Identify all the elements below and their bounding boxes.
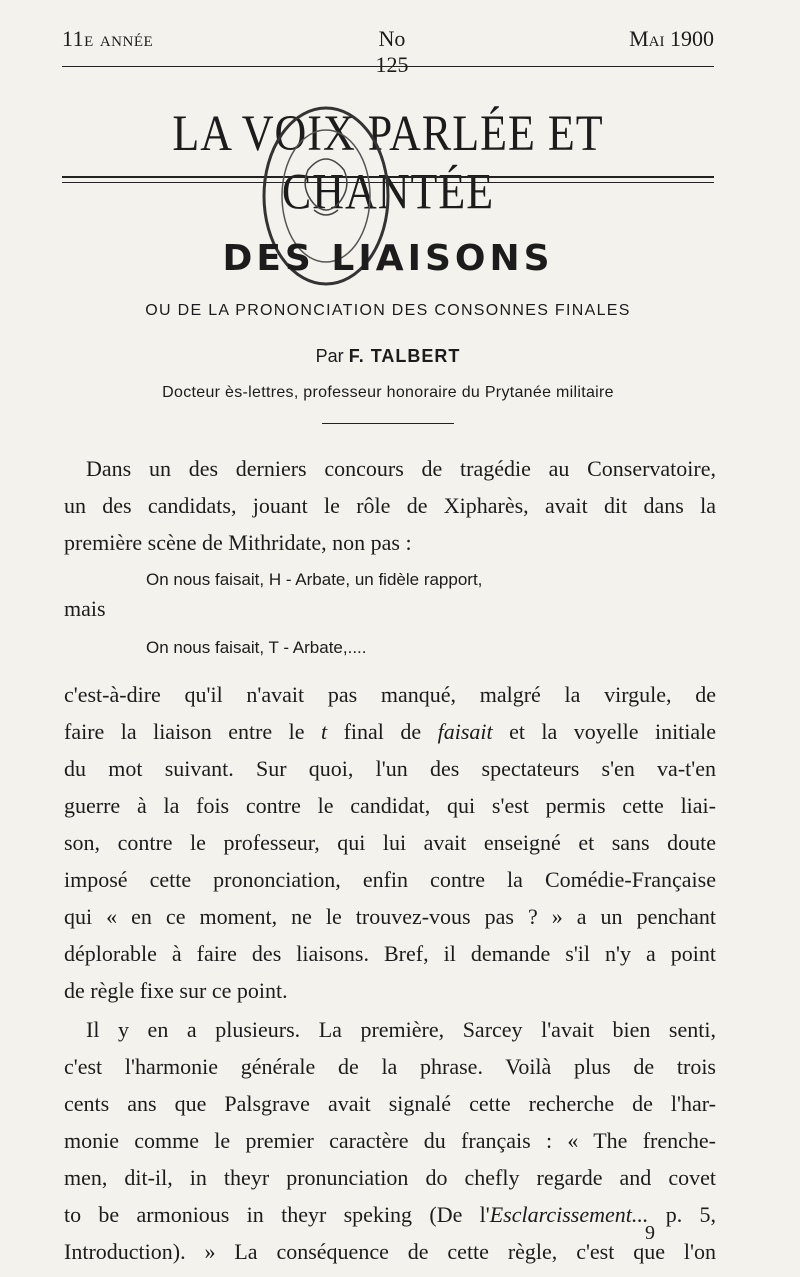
- paragraph-1-end: [64, 524, 716, 561]
- author-credentials: Docteur ès-lettres, professeur honoraire du Prytanée militaire: [162, 384, 614, 401]
- text-segment: et la voyelle initiale: [509, 719, 717, 744]
- text-segment: faire la liaison entre le: [64, 719, 305, 744]
- header-year: 11e année: [62, 26, 154, 51]
- page-number: 9: [645, 1222, 655, 1244]
- text-line: première scène de Mithridate, non pas :: [64, 530, 412, 555]
- text-segment: p. 5,: [665, 1202, 717, 1227]
- text-line: de règle fixe sur ce point.: [64, 978, 288, 1003]
- text-line: monie comme le premier caractère du français : « The frenche-: [64, 1128, 716, 1153]
- article-author: [62, 346, 714, 367]
- article-title: DES LIAISONS: [222, 238, 554, 279]
- text-line: imposé cette prononciation, enfin contre la Comédie-Française: [64, 867, 716, 892]
- italic-title: Esclarcissement...: [489, 1202, 649, 1227]
- text-segment: final de: [343, 719, 422, 744]
- text-line: son, contre le professeur, qui lui avait enseigné et sans doute: [64, 830, 716, 855]
- text-line: Dans un des derniers concours de tragédie au Conservatoire,: [86, 456, 716, 481]
- journal-title: LA VOIX PARLÉE ET CHANTÉE: [172, 105, 604, 221]
- text-line: un des candidats, jouant le rôle de Xipharès, avait dit dans la: [64, 493, 716, 518]
- text-line: c'est-à-dire qu'il n'avait pas manqué, malgré la virgule, de: [64, 682, 716, 707]
- text-line: c'est l'harmonie générale de la phrase. Voilà plus de trois: [64, 1054, 716, 1079]
- text-line: Il y en a plusieurs. La première, Sarcey l'avait bien senti,: [86, 1017, 716, 1042]
- text-line: cents ans que Palsgrave avait signalé cette recherche de l'har-: [64, 1091, 716, 1116]
- text-line-mixed: [64, 713, 716, 750]
- italic-letter: t: [320, 719, 328, 744]
- text-line: qui « en ce moment, ne le trouvez-vous pas ? » a un penchant: [64, 904, 716, 929]
- text-line: déplorable à faire des liaisons. Bref, il demande s'il n'y a point: [64, 941, 716, 966]
- author-prefix: Par: [315, 346, 344, 366]
- text-line: Introduction). » La conséquence de cette règle, c'est que l'on: [64, 1239, 716, 1264]
- header-date: Mai 1900: [629, 26, 714, 51]
- text-line-mixed: [64, 1196, 716, 1233]
- running-header: [62, 26, 714, 77]
- paragraph-2: [64, 676, 716, 972]
- section-rule: [322, 423, 454, 424]
- verse-quote-2: On nous faisait, T - Arbate,....: [146, 638, 367, 657]
- author-name: F. TALBERT: [348, 346, 461, 366]
- header-rule: [62, 66, 714, 67]
- verse-quote-1: On nous faisait, H - Arbate, un fidèle rapport,: [146, 570, 483, 589]
- text-line: du mot suivant. Sur quoi, l'un des spectateurs s'en va-t'en: [64, 756, 716, 781]
- text-segment: to be armonious in theyr speking (De l': [64, 1202, 490, 1227]
- paragraph-1: [64, 450, 716, 524]
- header-issue-number: No 125: [375, 26, 409, 77]
- article-subtitle: OU DE LA PRONONCIATION DES CONSONNES FINALES: [145, 302, 631, 319]
- text-line: guerre à la fois contre le candidat, qui s'est permis cette liai-: [64, 793, 716, 818]
- paragraph-3: [64, 983, 716, 1270]
- text-line: men, dit-il, in theyr pronunciation do chefly regarde and covet: [64, 1165, 716, 1190]
- italic-word: faisait: [437, 719, 493, 744]
- connector-word: mais: [64, 596, 106, 621]
